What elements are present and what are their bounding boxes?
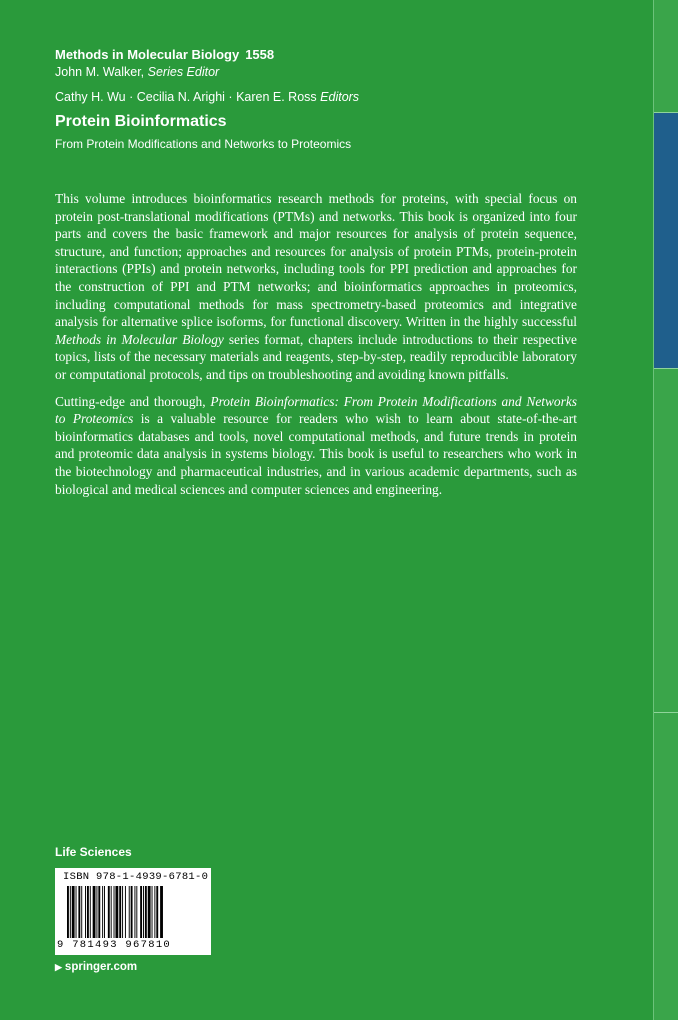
barcode-bar [143,886,144,938]
barcode-bar [134,886,135,938]
description-paragraph-1 [55,190,577,384]
barcode-bar [145,886,147,938]
barcode-bar [129,886,130,938]
barcode-bar [136,886,137,938]
barcode-graphic [67,886,199,938]
series-title [55,46,615,64]
spine-divider [654,368,678,369]
barcode-bar [102,886,103,938]
book-editors [55,89,615,105]
series-number: 1558 [245,47,275,62]
isbn-number: ISBN 978-1-4939-6781-0 [63,871,209,883]
barcode-bar [125,886,126,938]
description-text: This volume introduces bioinformatics research methods for proteins, with special focus on protein post-translational modifications (PTMs) and networks. This book is organized into four parts and covers the basic framework and major resources for analysis of protein sequence, structure, and function; approaches and resources for analysis of protein PTMs, protein-protein interactions (PPIs) and protein networks, including tools for PPI prediction and approaches for the construction of PPI and PTM networks; and bioinformatics approaches in proteomics, including computational methods for mass spectrometry-based proteomics and integrative analysis for alternative splice isoforms, for functional discovery. Written in the highly successful [55,191,577,330]
book-title: Protein Bioinformatics [55,113,227,130]
book-description [55,190,577,507]
barcode-bar [122,886,123,938]
barcode-bar [131,886,133,938]
barcode-bar [98,886,100,938]
book-subtitle: From Protein Modifications and Networks to Proteomics [55,137,352,151]
series-editor-name: John M. Walker, [55,65,145,79]
description-paragraph-2 [55,393,577,499]
spine-divider [654,712,678,713]
barcode-bar [93,886,96,938]
description-text: is a valuable resource for readers who wish to learn about state-of-the-art bioinformatics databases and tools, novel computational methods, and future trends in protein and proteomic data analysis in systems biology. This book is useful to researchers who work in the biotechnology and pharmaceutical industries, and in various academic departments, such as biological and medical sciences and computer sciences and engineering. [55,411,577,497]
barcode-bar [154,886,155,938]
barcode-bar [104,886,105,938]
cover-header [55,46,615,152]
barcode-bar [160,886,163,938]
barcode-bar [76,886,77,938]
barcode-bar [78,886,80,938]
barcode-bar [115,886,118,938]
editor-names: Cathy H. Wu · Cecilia N. Arighi · Karen E. Ross [55,90,317,104]
category-label: Life Sciences [55,845,132,859]
barcode-bar [111,886,112,938]
barcode-bar [152,886,153,938]
editors-label: Editors [320,90,360,104]
barcode-bar [96,886,97,938]
arrow-right-icon: ▶ [55,962,62,972]
barcode-bar [67,886,69,938]
barcode-bar [72,886,75,938]
isbn-barcode-box [55,868,211,955]
barcode-bar [114,886,115,938]
publisher-website[interactable] [55,961,137,973]
barcode-bar [119,886,121,938]
spine-blue-band [654,112,678,368]
spine-divider [654,112,678,113]
description-text: Cutting-edge and thorough, [55,393,206,409]
barcode-bar [87,886,89,938]
barcode-bar [148,886,151,938]
barcode-bar [90,886,91,938]
series-name: Methods in Molecular Biology [55,47,240,62]
series-editor-role: Series Editor [147,65,220,79]
series-editor [55,64,615,80]
description-text: series format, chapters include introductions to their respective topics, lists of the necessary materials and reagents, step-by-step, readily reproducible laboratory or computational protocols, and tips on troubleshooting and avoiding known pitfalls. [55,331,577,382]
title-italic: Protein Bioinformatics: From Protein Modifications and Networks to Proteomics [55,393,577,427]
barcode-bar [85,886,86,938]
barcode-bar [108,886,110,938]
barcode-digits: 9 781493 967810 [57,939,172,951]
barcode-bar [70,886,71,938]
barcode-bar [140,886,142,938]
barcode-bar [156,886,158,938]
barcode-bar [81,886,82,938]
website-text: springer.com [64,961,138,973]
series-italic: Methods in Molecular Biology [55,331,224,347]
